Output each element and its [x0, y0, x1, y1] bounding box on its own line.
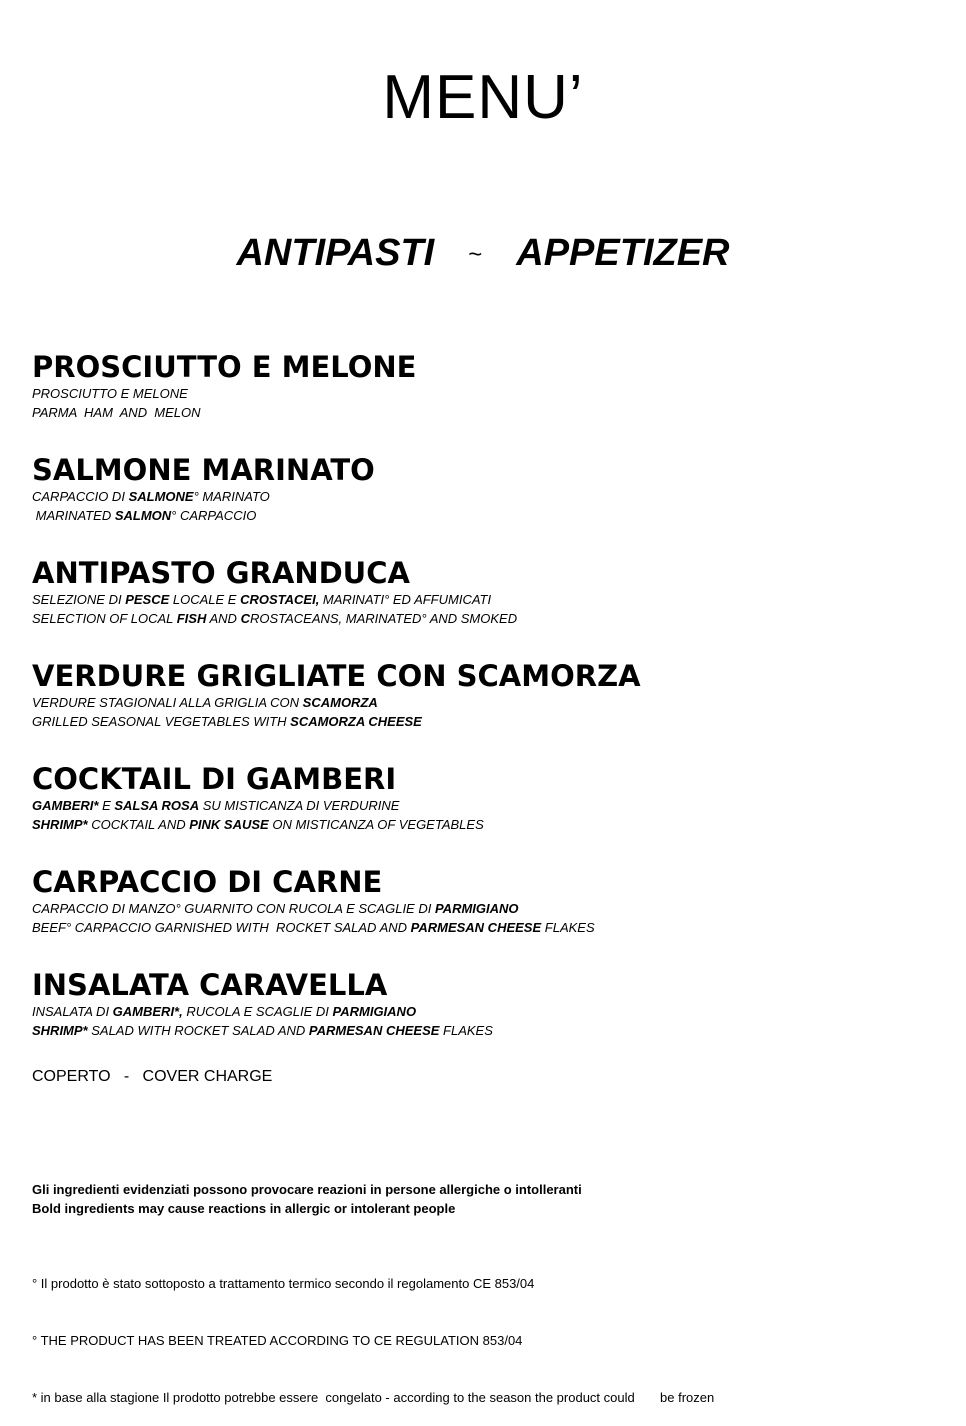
dish-description — [32, 796, 484, 815]
dish-description — [32, 1002, 493, 1021]
description-text: ° CARPACCIO — [171, 508, 257, 523]
description-text: BEEF° CARPACCIO GARNISHED WITH ROCKET SALAD AND — [32, 920, 411, 935]
footnote: ° Il prodotto è stato sottoposto a trattamento termico secondo il regolamento CE 853/04 — [32, 1276, 535, 1291]
description-text: MARINATI° ED AFFUMICATI — [319, 592, 492, 607]
allergen-ingredient: PARMESAN CHEESE — [410, 920, 542, 935]
allergen-ingredient: GAMBERI* — [32, 798, 99, 813]
dish-name: COCKTAIL DI GAMBERI — [32, 762, 397, 796]
footnotes — [32, 1236, 714, 1426]
dish-description — [32, 815, 484, 834]
description-text: LOCALE E — [169, 592, 241, 607]
dish-description — [32, 384, 416, 403]
allergen-ingredient: SALMONE — [128, 489, 194, 504]
footnote: ° THE PRODUCT HAS BEEN TREATED ACCORDING TO CE REGULATION 853/04 — [32, 1333, 523, 1348]
allergen-ingredient: SHRIMP* — [32, 1023, 88, 1038]
allergen-ingredient: SCAMORZA CHEESE — [290, 714, 422, 729]
dish-name: INSALATA CARAVELLA — [32, 968, 388, 1002]
description-text: INSALATA DI — [32, 1004, 113, 1019]
dish-description — [32, 918, 595, 937]
description-text: FLAKES — [439, 1023, 493, 1038]
description-text: ° MARINATO — [193, 489, 270, 504]
description-text: SU MISTICANZA DI VERDURINE — [199, 798, 400, 813]
description-text: E — [98, 798, 115, 813]
dish-description — [32, 899, 595, 918]
dish-name: PROSCIUTTO E MELONE — [32, 350, 417, 384]
allergen-ingredient: SALMON — [114, 508, 172, 523]
allergen-ingredient: C — [240, 611, 250, 626]
cover-charge: COPERTO - COVER CHARGE — [32, 1068, 273, 1085]
allergen-ingredient: FISH — [176, 611, 207, 626]
menu-item — [32, 865, 595, 937]
menu-item — [32, 453, 375, 525]
allergy-notice-english: Bold ingredients may cause reactions in allergic or intolerant people — [32, 1201, 456, 1216]
description-text: CARPACCIO DI MANZO° GUARNITO CON RUCOLA E SCAGLIE DI — [32, 901, 435, 916]
menu-item — [32, 659, 641, 731]
allergen-ingredient: SHRIMP* — [32, 817, 88, 832]
description-text: SELEZIONE DI — [32, 592, 126, 607]
allergen-ingredient: SALSA ROSA — [114, 798, 200, 813]
dish-description — [32, 590, 517, 609]
menu-item — [32, 350, 416, 422]
dish-description — [32, 693, 641, 712]
dish-description — [32, 712, 641, 731]
dish-name: VERDURE GRIGLIATE CON SCAMORZA — [32, 659, 641, 693]
allergy-notice — [32, 1180, 582, 1218]
dish-name: ANTIPASTO GRANDUCA — [32, 556, 410, 590]
description-text: COCKTAIL AND — [87, 817, 190, 832]
section-separator: ~ — [468, 240, 483, 268]
allergen-ingredient: PARMESAN CHEESE — [308, 1023, 440, 1038]
menu-title: MENU’ — [382, 63, 584, 132]
dish-description — [32, 609, 517, 628]
description-text: SALAD WITH ROCKET SALAD AND — [87, 1023, 309, 1038]
description-text: FLAKES — [541, 920, 595, 935]
description-text: PROSCIUTTO E MELONE — [32, 386, 188, 401]
allergen-ingredient: PARMIGIANO — [434, 901, 519, 916]
menu-item — [32, 762, 484, 834]
description-text: SELECTION OF LOCAL — [32, 611, 177, 626]
dish-description — [32, 487, 375, 506]
description-text: GRILLED SEASONAL VEGETABLES WITH — [32, 714, 291, 729]
allergen-ingredient: CROSTACEI, — [240, 592, 320, 607]
footnote: * in base alla stagione Il prodotto potrebbe essere congelato - according to the season the product could be frozen — [32, 1390, 715, 1405]
description-text: MARINATED — [32, 508, 115, 523]
dish-description — [32, 506, 375, 525]
dish-name: SALMONE MARINATO — [32, 453, 375, 487]
menu-item — [32, 556, 517, 628]
description-text: ON MISTICANZA OF VEGETABLES — [268, 817, 484, 832]
description-text: PARMA HAM AND MELON — [32, 405, 201, 420]
section-heading — [0, 232, 966, 275]
menu-item — [32, 968, 493, 1040]
allergen-ingredient: PESCE — [125, 592, 170, 607]
allergen-ingredient: GAMBERI*, — [112, 1004, 183, 1019]
section-title-english: APPETIZER — [516, 232, 730, 274]
dish-name: CARPACCIO DI CARNE — [32, 865, 383, 899]
dish-description — [32, 1021, 493, 1040]
allergen-ingredient: PINK SAUSE — [189, 817, 269, 832]
allergen-ingredient: SCAMORZA — [302, 695, 378, 710]
description-text: ROSTACEANS, MARINATED° AND SMOKED — [249, 611, 518, 626]
description-text: RUCOLA E SCAGLIE DI — [182, 1004, 333, 1019]
description-text: AND — [206, 611, 241, 626]
dish-description — [32, 403, 416, 422]
description-text: CARPACCIO DI — [32, 489, 129, 504]
allergen-ingredient: PARMIGIANO — [332, 1004, 417, 1019]
section-title-italian: ANTIPASTI — [236, 232, 435, 274]
description-text: VERDURE STAGIONALI ALLA GRIGLIA CON — [32, 695, 303, 710]
allergy-notice-italian: Gli ingredienti evidenziati possono provocare reazioni in persone allergiche o intolleranti — [32, 1182, 582, 1197]
